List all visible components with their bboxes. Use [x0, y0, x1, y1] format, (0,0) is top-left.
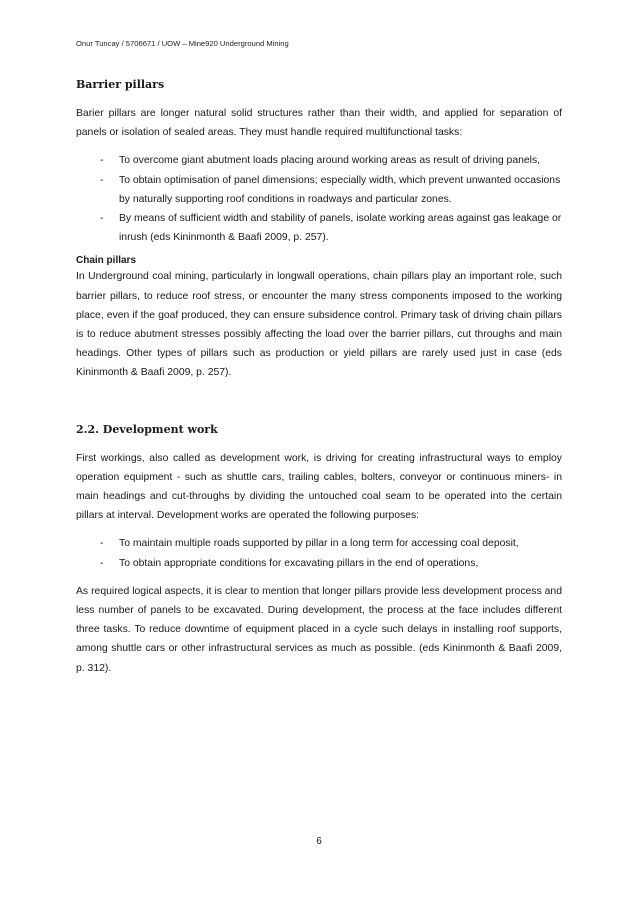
list-item — [76, 209, 562, 247]
development-intro: First workings, also called as development work, is driving for creating infrastructural ways to employ operation equipment - such as shuttle cars, trailing cables, bolters, conveyor or continuous miners- in main headings and cut-throughs by dividing the untouched coal seam to be operated into the certain pillars at interval. Development works are operated the following purposes: — [76, 452, 562, 522]
heading-barrier-pillars: Barrier pillars — [76, 78, 165, 91]
list-item-text: To maintain multiple roads supported by pillar in a long term for accessing coal deposit, — [119, 538, 519, 550]
list-item — [76, 554, 562, 573]
page-number: 6 — [316, 836, 322, 847]
chain-pillars-body: In Underground coal mining, particularly in longwall operations, chain pillars play an important role, such barrier pillars, to reduce roof stress, or encounter the many stress components imposed to the working place, even if the goaf produced, they can ensure subsidence control. Primary task of driving chain pillars is to reduce abutment stresses possibly affecting the load over the barrier pillars, cut throughs and main headings. Other types of pillars such as production or yield pillars are rarely used just in case (eds Kininmonth & Baafi 2009, p. 257). — [76, 271, 562, 379]
dash-bullet: - — [100, 557, 104, 569]
list-item-text: To overcome giant abutment loads placing around working areas as result of driving panels, — [119, 155, 541, 167]
barrier-pillars-intro: Barier pillars are longer natural solid structures rather than their width, and applied for separation of panels or isolation of sealed areas. They must handle required multifunctional tasks: — [76, 108, 562, 139]
dash-bullet: - — [100, 213, 104, 225]
barrier-pillars-list — [76, 151, 562, 247]
running-header: Onur Tuncay / 5706671 / UOW – Mine920 Underground Mining — [76, 39, 289, 48]
heading-chain-pillars: Chain pillars — [76, 255, 137, 267]
list-item-text: To obtain optimisation of panel dimensions; especially width, which prevent unwanted occasions by naturally supporting roof conditions in roadways and particular zones. — [119, 174, 561, 205]
page-content — [76, 78, 562, 678]
dash-bullet: - — [100, 174, 104, 186]
list-item-text: By means of sufficient width and stability of panels, isolate working areas against gas leakage or inrush (eds Kininmonth & Baafi 2009, p. 257). — [119, 213, 562, 244]
development-list — [76, 534, 562, 572]
list-item — [76, 151, 562, 170]
dash-bullet: - — [100, 538, 104, 550]
list-item — [76, 534, 562, 553]
list-item — [76, 171, 562, 209]
list-item-text: To obtain appropriate conditions for excavating pillars in the end of operations, — [119, 557, 479, 569]
development-conclusion: As required logical aspects, it is clear to mention that longer pillars provide less development process and less number of panels to be excavated. During development, the process at the face includes different three tasks. To reduce downtime of equipment placed in a cycle such delays in installing roof supports, among shuttle cars or other infrastructural services as much as possible. (eds Kininmonth & Baafi 2009, p. 312). — [76, 585, 562, 674]
dash-bullet: - — [100, 155, 104, 167]
heading-development-work: 2.2. Development work — [76, 422, 218, 436]
